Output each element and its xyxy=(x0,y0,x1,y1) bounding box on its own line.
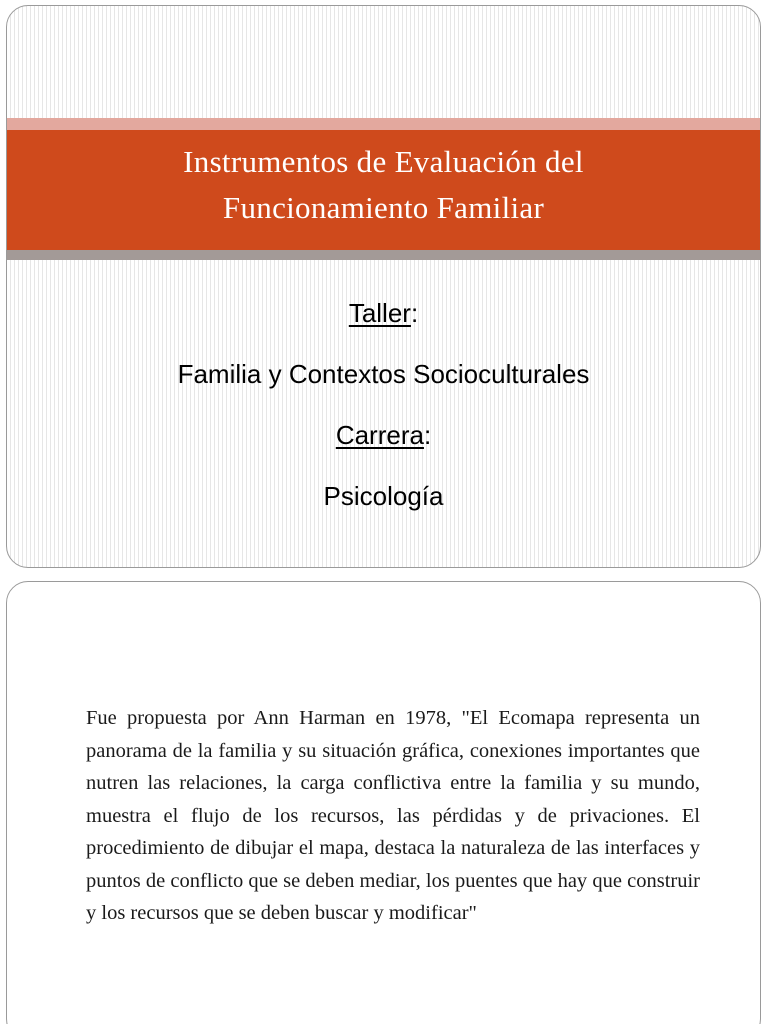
content-slide xyxy=(6,581,761,1024)
taller-colon: : xyxy=(410,298,419,328)
taller-heading xyxy=(7,298,760,329)
carrera-colon: : xyxy=(423,420,432,450)
taller-label: Taller xyxy=(348,298,411,328)
carrera-heading xyxy=(7,420,760,451)
slide-title xyxy=(7,139,760,231)
taller-value: Familia y Contextos Socioculturales xyxy=(177,359,590,389)
ecomapa-paragraph: Fue propuesta por Ann Harman en 1978, "El Ecomapa representa un panorama de la familia y su situación gráfica, conexiones importantes que nutren las relaciones, la carga conflictiva entre la familia y su mundo, muestra el flujo de los recursos, las pérdidas y de privaciones. El procedimiento de dibujar el mapa, destaca la naturaleza de las interfaces y puntos de conflicto que se deben mediar, los puentes que hay que construir y los recursos que se deben buscar y modificar" xyxy=(86,707,700,924)
accent-band-top xyxy=(7,118,760,130)
carrera-label: Carrera xyxy=(335,420,424,450)
title-slide xyxy=(6,5,761,568)
carrera-value: Psicología xyxy=(323,481,444,511)
accent-band-bottom xyxy=(7,250,760,260)
slide-title-line-2: Funcionamiento Familiar xyxy=(222,190,545,225)
slide-title-line-1: Instrumentos de Evaluación del xyxy=(183,144,584,179)
